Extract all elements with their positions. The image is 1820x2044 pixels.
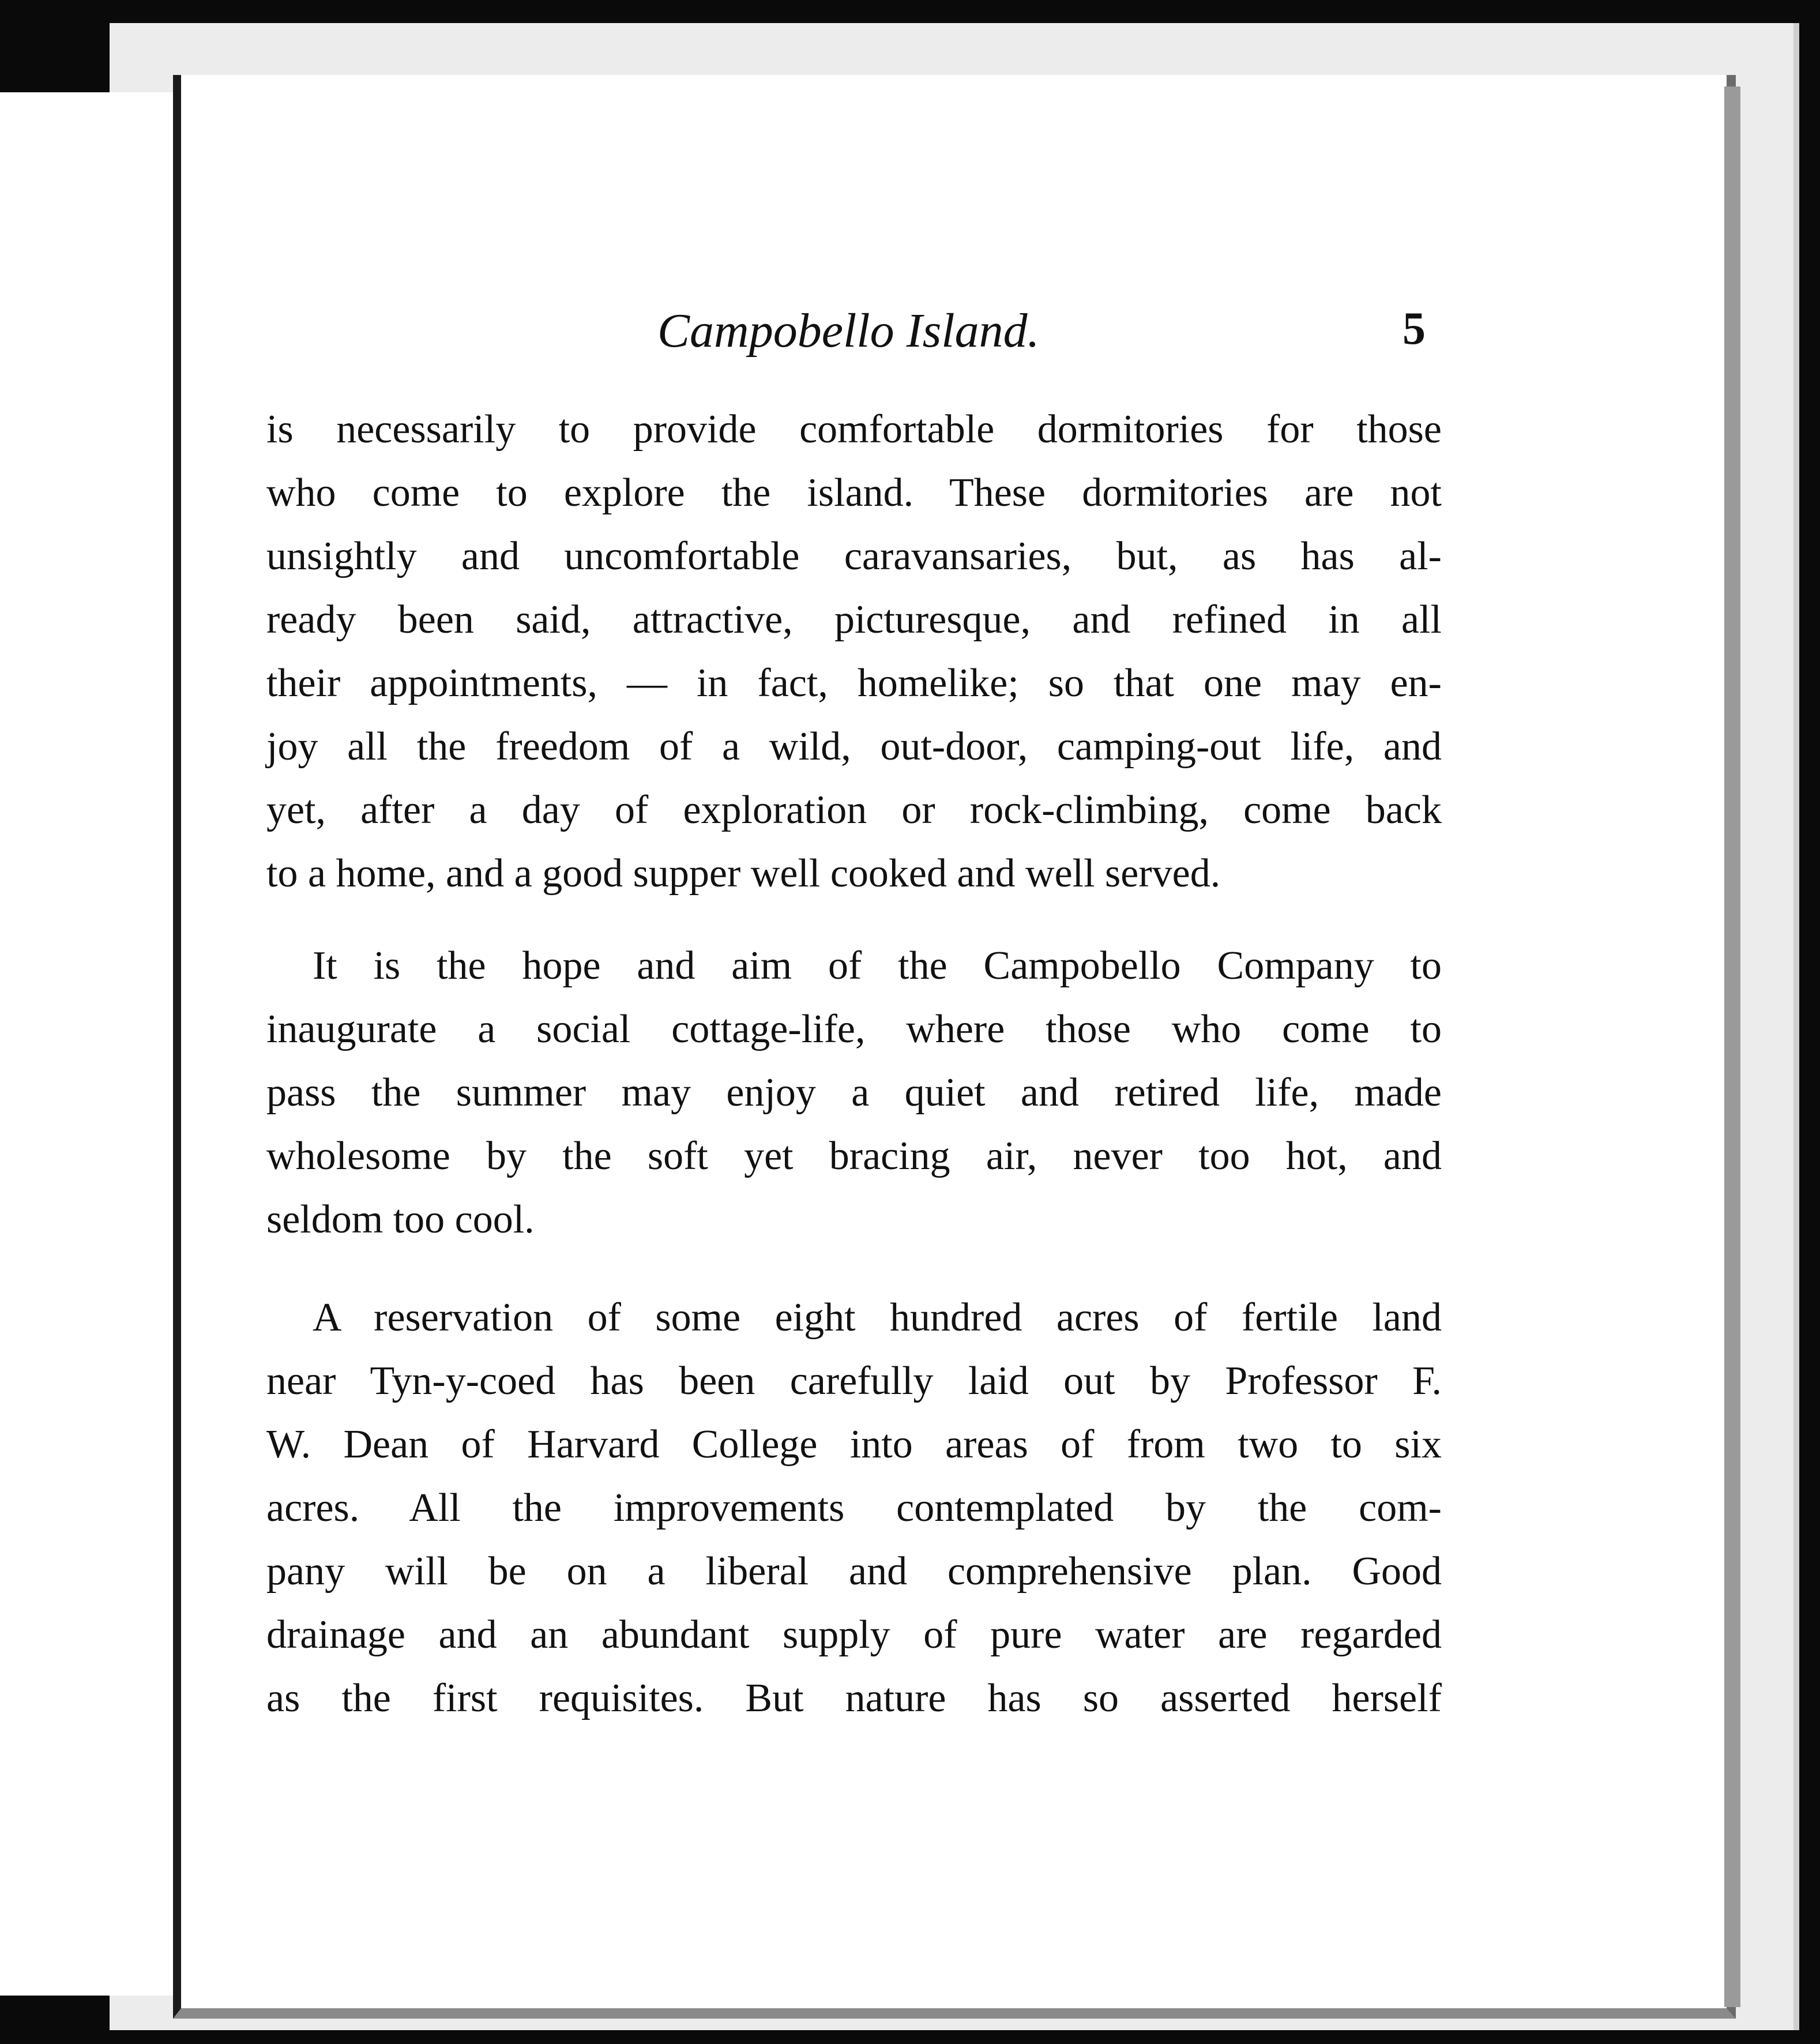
text-line: unsightly and uncomfortable caravansaries, but, as has al- <box>266 534 1442 578</box>
text-line: pass the summer may enjoy a quiet and retired life, made <box>266 1070 1442 1115</box>
paragraph-1 <box>266 398 1442 905</box>
paragraph-3 <box>266 1286 1442 1730</box>
page-edge-shadow <box>1724 87 1740 2007</box>
page-number: 5 <box>1402 303 1426 354</box>
text-line: inaugurate a social cottage-life, where those who come to <box>266 1007 1442 1051</box>
text-line: W. Dean of Harvard College into areas of from two to six <box>266 1422 1442 1467</box>
text-line: to a home, and a good supper well cooked and well served. <box>266 851 1221 896</box>
text-line: near Tyn-y-coed has been carefully laid out by Professor F. <box>266 1359 1442 1403</box>
text-line: acres. All the improvements contemplated by the com- <box>266 1486 1442 1530</box>
text-line: seldom too cool. <box>266 1197 535 1242</box>
text-line: pany will be on a liberal and comprehensive plan. Good <box>266 1549 1442 1594</box>
text-line: who come to explore the island. These dormitories are not <box>266 471 1442 515</box>
paragraph-2 <box>266 934 1442 1252</box>
facing-page-edge <box>0 92 173 1996</box>
text-line: ready been said, attractive, picturesque, and refined in all <box>266 598 1442 642</box>
text-line: their appointments, — in fact, homelike; so that one may en- <box>266 661 1442 705</box>
text-line: is necessarily to provide comfortable dormitories for those <box>266 407 1442 452</box>
text-line: drainage and an abundant supply of pure water are regarded <box>266 1613 1442 1657</box>
text-line: It is the hope and aim of the Campobello Company to <box>313 944 1442 988</box>
text-line: as the first requisites. But nature has so asserted herself <box>266 1676 1442 1720</box>
text-line: A reservation of some eight hundred acres of fertile land <box>313 1295 1442 1340</box>
text-line: wholesome by the soft yet bracing air, never too hot, and <box>266 1134 1442 1178</box>
running-title: Campobello Island. <box>657 304 1040 358</box>
text-line: joy all the freedom of a wild, out-door, camping-out life, and <box>266 724 1442 769</box>
text-line: yet, after a day of exploration or rock-climbing, come back <box>266 788 1442 832</box>
